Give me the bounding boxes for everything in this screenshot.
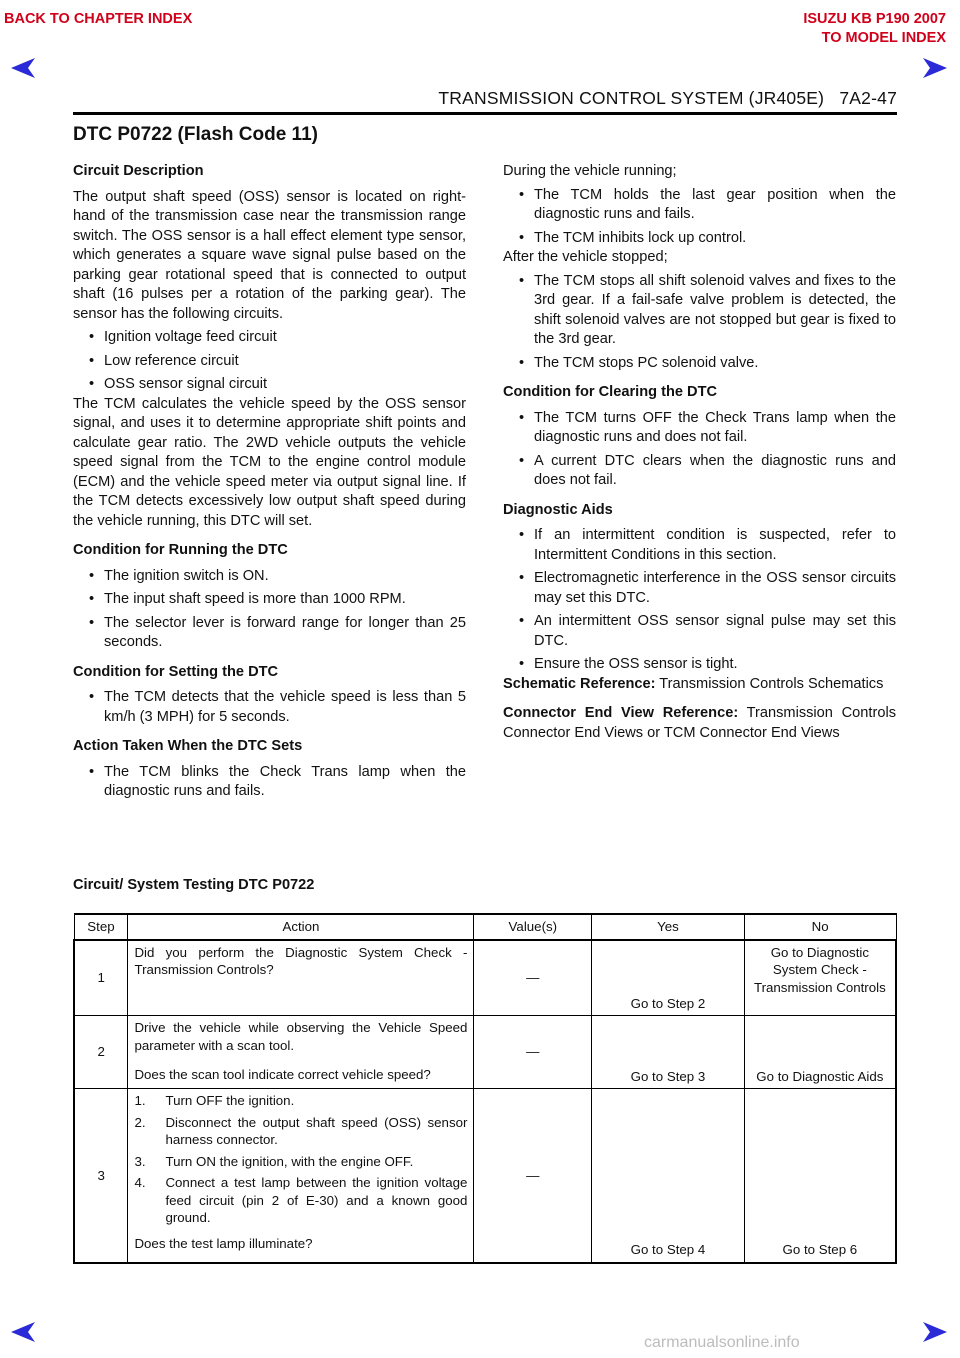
action-steps-list [134, 1092, 467, 1227]
running-items-list [503, 186, 896, 249]
previous-page-arrow-icon[interactable] [9, 57, 37, 79]
step-yes[interactable]: Go to Step 3 [592, 1016, 745, 1089]
action-text: Did you perform the Diagnostic System Check - Transmission Controls? [134, 944, 468, 977]
step-number: 1 [74, 940, 128, 1016]
clearing-list [503, 409, 896, 491]
list-item: • The TCM inhibits lock up control. [503, 229, 896, 249]
column-header-values: Value(s) [474, 914, 592, 940]
left-column [73, 162, 466, 812]
model-title-link[interactable]: ISUZU KB P190 2007 [803, 11, 946, 27]
list-item: • The input shaft speed is more than 1000 RPM. [73, 590, 466, 610]
action-heading: Action Taken When the DTC Sets [73, 738, 303, 754]
list-item: • The TCM holds the last gear position when the diagnostic runs and fails. [503, 186, 896, 225]
list-item: • The TCM stops PC solenoid valve. [503, 354, 896, 374]
circuit-description-text-2: The TCM calculates the vehicle speed by the OSS sensor signal, and uses it to determine appropriate shift points and calculate gear ratio. The 2WD vehicle outputs the vehicle speed signal from the TCM to the engine control module (ECM) and the vehicle speed meter via output signal line. If the TCM detects excessively low output shaft speed during the vehicle running, this DTC will set. [73, 395, 466, 529]
step-yes[interactable]: Go to Step 2 [592, 940, 745, 1016]
step-number: 2 [74, 1016, 128, 1089]
step-value: — [474, 1089, 592, 1263]
header-divider [73, 112, 897, 115]
column-header-yes: Yes [592, 914, 745, 940]
list-item: • If an intermittent condition is suspected, refer to Intermittent Conditions in this section. [503, 526, 896, 565]
diagnostic-steps-table [73, 913, 897, 1264]
diagnostic-aids-list [503, 526, 896, 675]
list-item: • An intermittent OSS sensor signal pulse may set this DTC. [503, 612, 896, 651]
step-number: 3 [74, 1089, 128, 1263]
column-header-step: Step [74, 914, 128, 940]
table-row [74, 940, 896, 1016]
connector-reference [503, 704, 896, 743]
step-no[interactable]: Go to Step 6 [744, 1089, 896, 1263]
running-heading: Condition for Running the DTC [73, 542, 288, 558]
list-item: • Ignition voltage feed circuit [73, 328, 466, 348]
next-page-arrow-icon[interactable] [921, 1321, 949, 1343]
to-model-index-link[interactable]: TO MODEL INDEX [821, 30, 946, 46]
list-item: 1. Turn OFF the ignition. [134, 1093, 295, 1108]
circuit-description-heading: Circuit Description [73, 163, 204, 179]
list-item: • Electromagnetic interference in the OSS sensor circuits may set this DTC. [503, 569, 896, 608]
list-item: • A current DTC clears when the diagnostic runs and does not fail. [503, 452, 896, 491]
step-action [128, 1016, 474, 1089]
circuit-description-text: The output shaft speed (OSS) sensor is located on right-hand of the transmission case near the transmission range switch. The OSS sensor is a hall effect element type sensor, which generates a square wave signal pulse based on the parking gear rotational speed that is connected to output shaft (16 pulses per a rotation of the parking gear). The sensor has the following circuits. [73, 188, 466, 322]
list-item: • The TCM stops all shift solenoid valves and fixes to the 3rd gear. If a fail-safe valve problem is detected, the shift solenoid valves are not stopped but gear is fixed to the 3rd gear. [503, 272, 896, 350]
action-question: Does the scan tool indicate correct vehicle speed? [134, 1067, 431, 1082]
setting-list [73, 688, 466, 727]
table-row [74, 1016, 896, 1089]
list-item: • Ensure the OSS sensor is tight. [503, 655, 896, 675]
list-item: 2. Disconnect the output shaft speed (OSS) sensor harness connector. [134, 1114, 468, 1147]
list-item: • The TCM blinks the Check Trans lamp when the diagnostic runs and fails. [73, 763, 466, 802]
action-text: Drive the vehicle while observing the Vehicle Speed parameter with a scan tool. [134, 1020, 468, 1053]
step-no[interactable]: Go to Diagnostic System Check - Transmission Controls [744, 940, 896, 1016]
step-yes[interactable]: Go to Step 4 [592, 1089, 745, 1263]
table-row [74, 1089, 896, 1263]
list-item: • The ignition switch is ON. [73, 567, 466, 587]
circuit-list [73, 328, 466, 395]
right-column [503, 162, 896, 753]
connector-reference-label: Connector End View Reference: [503, 705, 739, 721]
step-action [128, 940, 474, 1016]
action-question: Does the test lamp illuminate? [134, 1235, 313, 1251]
clearing-heading: Condition for Clearing the DTC [503, 384, 718, 400]
list-item: 4. Connect a test lamp between the ignition voltage feed circuit (pin 2 of E-30) and a known good ground. [134, 1175, 468, 1225]
connector-reference-value: Transmission Controls Connector End Views or TCM Connector End Views [503, 705, 896, 741]
schematic-reference [503, 675, 896, 695]
page-header-title: TRANSMISSION CONTROL SYSTEM (JR405E) 7A2-47 [438, 88, 897, 108]
back-to-chapter-index-link[interactable]: BACK TO CHAPTER INDEX [4, 11, 193, 27]
diagnostic-aids-heading: Diagnostic Aids [503, 501, 613, 518]
setting-heading: Condition for Setting the DTC [73, 663, 279, 680]
column-header-no: No [744, 914, 896, 940]
step-value: — [474, 940, 592, 1016]
next-page-arrow-icon[interactable] [921, 57, 949, 79]
action-list [73, 763, 466, 802]
table-header-row [74, 914, 896, 940]
schematic-reference-value: Transmission Controls Schematics [659, 675, 884, 692]
watermark: carmanualsonline.info [644, 1334, 800, 1351]
step-value: — [474, 1016, 592, 1089]
list-item: 3. Turn ON the ignition, with the engine OFF. [134, 1153, 414, 1169]
testing-title: Circuit/ System Testing DTC P0722 [73, 877, 315, 893]
running-list [73, 567, 466, 653]
list-item: • The TCM detects that the vehicle speed is less than 5 km/h (3 MPH) for 5 seconds. [73, 688, 466, 727]
list-item: • OSS sensor signal circuit [73, 375, 466, 395]
running-intro: During the vehicle running; [503, 163, 677, 179]
list-item: • The selector lever is forward range for longer than 25 seconds. [73, 614, 466, 653]
list-item: • Low reference circuit [73, 352, 466, 372]
schematic-reference-label: Schematic Reference: [503, 675, 656, 692]
list-item: • The TCM turns OFF the Check Trans lamp when the diagnostic runs and does not fail. [503, 409, 896, 448]
step-action [128, 1089, 474, 1263]
stopped-intro: After the vehicle stopped; [503, 249, 668, 265]
step-no[interactable]: Go to Diagnostic Aids [744, 1016, 896, 1089]
stopped-items-list [503, 272, 896, 374]
section-title: DTC P0722 (Flash Code 11) [73, 124, 318, 145]
previous-page-arrow-icon[interactable] [9, 1321, 37, 1343]
column-header-action: Action [128, 914, 474, 940]
